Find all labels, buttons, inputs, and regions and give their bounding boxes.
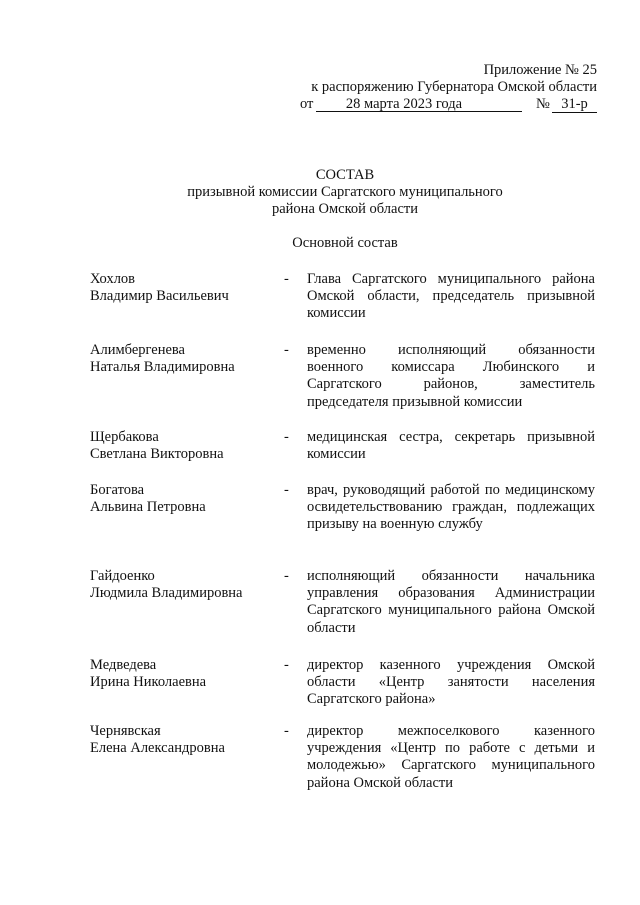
member-name <box>90 342 280 376</box>
member-dash: - <box>284 429 289 445</box>
member-given-names: Альвина Петровна <box>90 499 206 515</box>
order-date: 28 марта 2023 года <box>345 96 463 112</box>
appendix-header <box>0 62 597 96</box>
member-surname: Алимбергенева <box>90 342 185 358</box>
document-title <box>140 167 550 218</box>
date-prefix: от <box>300 96 314 112</box>
number-sign: № <box>536 96 550 112</box>
member-role: Глава Саргатского муниципального района Омской области, председатель призывной комиссии <box>307 271 595 322</box>
title-line-1: призывной комиссии Саргатского муниципального <box>187 184 503 200</box>
member-given-names: Светлана Викторовна <box>90 446 224 462</box>
member-role: директор межпоселкового казенного учреждения «Центр по работе с детьми и молодежью» Саргатского муниципального района Омской области <box>307 723 595 791</box>
member-surname: Хохлов <box>90 271 136 287</box>
order-number: 31-р <box>552 96 597 113</box>
member-surname: Гайдоенко <box>90 568 155 584</box>
member-role: исполняющий обязанности начальника управления образования Администрации Саргатского муниципального района Омской области <box>307 568 595 636</box>
member-given-names: Елена Александровна <box>90 740 225 756</box>
member-given-names: Ирина Николаевна <box>90 674 207 690</box>
member-role: директор казенного учреждения Омской области «Центр занятости населения Саргатского района» <box>307 657 595 708</box>
member-surname: Богатова <box>90 482 145 498</box>
appendix-number: Приложение № 25 <box>483 62 597 78</box>
member-name <box>90 568 280 602</box>
member-dash: - <box>284 723 289 739</box>
member-name <box>90 482 280 516</box>
member-surname: Щербакова <box>90 429 159 445</box>
member-given-names: Людмила Владимировна <box>90 585 243 601</box>
member-name <box>90 429 280 463</box>
member-dash: - <box>284 568 289 584</box>
member-surname: Чернявская <box>90 723 161 739</box>
member-role: медицинская сестра, секретарь призывной комиссии <box>307 429 595 463</box>
member-dash: - <box>284 482 289 498</box>
member-given-names: Наталья Владимировна <box>90 359 235 375</box>
member-role: врач, руководящий работой по медицинскому освидетельствованию граждан, подлежащих призыву на военную службу <box>307 482 595 533</box>
member-dash: - <box>284 657 289 673</box>
member-dash: - <box>284 271 289 287</box>
title-main: СОСТАВ <box>315 167 375 183</box>
order-date-number <box>300 96 597 114</box>
title-line-2: района Омской области <box>271 201 418 217</box>
member-given-names: Владимир Васильевич <box>90 288 229 304</box>
member-dash: - <box>284 342 289 358</box>
order-reference: к распоряжению Губернатора Омской области <box>311 79 597 95</box>
member-name <box>90 657 280 691</box>
member-name <box>90 723 280 757</box>
member-surname: Медведева <box>90 657 157 673</box>
section-heading: Основной состав <box>292 235 398 251</box>
member-role: временно исполняющий обязанности военного комиссара Любинского и Саргатского районов, заместитель председателя призывной комиссии <box>307 342 595 410</box>
order-date-field <box>316 96 522 112</box>
member-name <box>90 271 280 305</box>
